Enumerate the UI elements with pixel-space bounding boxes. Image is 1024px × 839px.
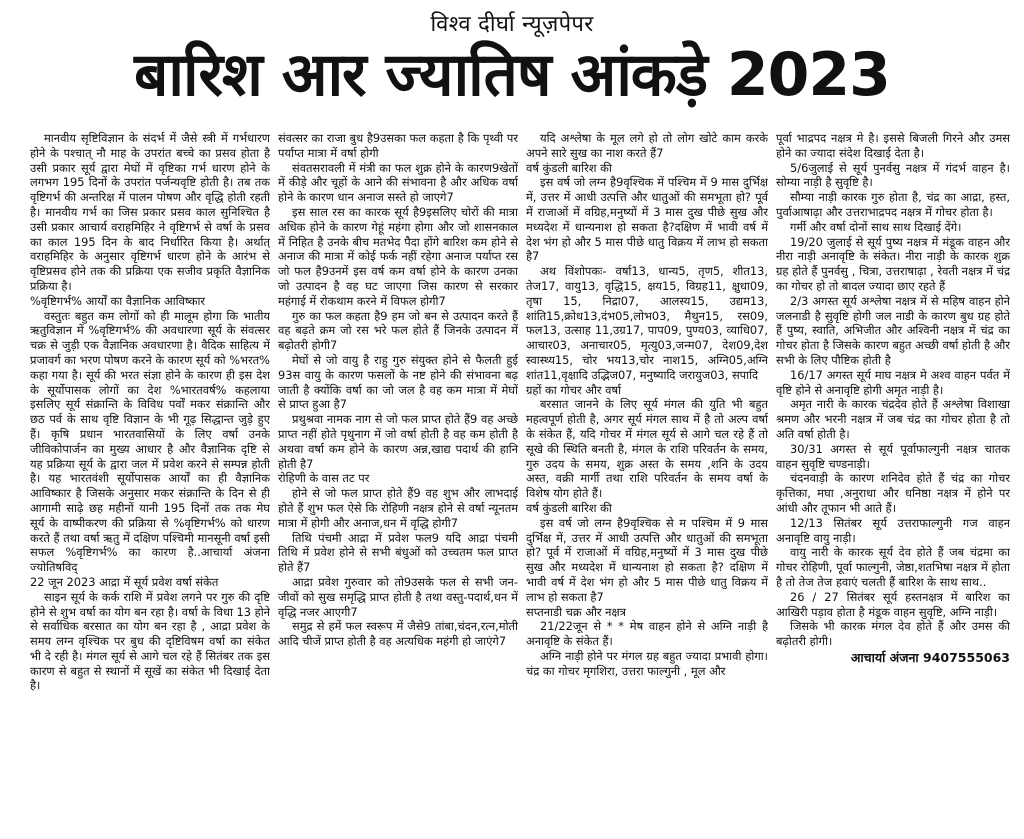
paragraph: अग्नि नाड़ी होने पर मंगल ग्रह बहुत ज्यादा प्रभावी होगा। चंद्र का गोचर मृगशिरा, उत्तरा फाल्गुनी , मूल और — [526, 648, 768, 678]
subheading: ग्रहों का गोचर और वर्षा — [526, 382, 622, 397]
paragraph: इस साल रस का कारक सूर्य है9इसलिए चोरों की मात्रा अधिक होने के कारण गेहूं महंगा होगा और जो शासनकाल में निहित है उनके बीच मतभेद पैदा होंगे बारिश कम होने से अनाज की मात्रा में कोई फर्क नहीं रहेगा अनाज पर्याप्त रस जो फल है9उनमें इस वर्ष कम वर्षा होने के कारण उनका जो उत्पादन है वह घट जाएगा जिस कारण से सरकार महंगाई में रोकथाम करने में विफल होगी7 — [278, 204, 518, 308]
paragraph: यदि अश्लेषा के मूल लगे हो तो लोग खोटे काम करके अपने सारे सुख का नाश करते हैं7 — [526, 131, 768, 160]
paragraph: गर्मी और वर्षा दोनों साथ साथ दिखाई देंगे। — [790, 219, 962, 234]
article-column-3 — [526, 131, 768, 831]
subheading: वर्ष कुंडली बारिश की — [526, 160, 612, 175]
article-body — [30, 131, 1010, 831]
paragraph: गुरु का फल कहता है9 हम जो बन से उत्पादन करते हैं वह बढ़ते क्रम जो रस भरे फल होते हैं जिनके उत्पादन में बढ़ोतरी होगी7 — [278, 308, 518, 353]
subheading: 22 जून 2023 आद्रा में सूर्य प्रवेश वर्षा संकेत — [30, 574, 219, 589]
subheading: %वृष्टिगर्भ% आर्यों का वैज्ञानिक आविष्कार — [30, 293, 206, 308]
paragraph: पूर्वा भाद्रपद नक्षत्र मे है। इससे बिजली गिरने और उमस होने का ज्यादा संदेश दिखाई देता है। — [776, 131, 1010, 160]
paragraph: 19/20 जुलाई से सूर्य पुष्य नक्षत्र में मंडूक वाहन और नीरा नाड़ी अनावृष्टि के संकेत। नीरा नाड़ी के कारक शुक्र ग्रह होते हैं पुनर्वसु , चित्रा, उत्तराषाढ़ा , रेवती नक्षत्र में चंद्र का गोचर हो तो बादल ज्यादा छाए रहते हैं — [776, 234, 1010, 293]
paragraph: इस वर्ष जो लग्न है9वृश्चिक में पश्चिम में 9 मास दुर्भिक्ष में, उत्तर में आधी उत्पत्ति और धातुओं की समभूता हो? पूर्व में राजाओं में वग्रिह,मनुष्यों में 3 मास दुख पीछे सुख और मध्यदेश में धान्यनाश हो सकता है?दक्षिण में भावी वर्ष में देश भंग हो और 5 मास पीछे धातु विक्रय में लाभ हो सकता है7 — [526, 175, 768, 264]
paragraph: समुद्र से हमें फल स्वरूप में जैसे9 तांबा,चंदन,रत्न,मोती आदि चीजें प्राप्त होती है वह अत्यधिक महंगी हो जाएंगे7 — [278, 619, 518, 649]
article-column-4 — [776, 131, 1010, 831]
masthead: विश्व दीर्घा न्यूज़पेपर — [430, 12, 594, 37]
paragraph: 30/31 अगस्त से सूर्य पूर्वाफाल्गुनी नक्षत्र चातक वाहन सुवृष्टि चण्डनाड़ी। — [776, 441, 1010, 471]
paragraph: संवतसरावली में मंत्री का फल शुक्र होने के कारण9खेतों में कीड़े और चूहों के आने की संभावना है और अधिक वर्षा होने के कारण धान अनाज सस्ते हो जाएगे7 — [278, 160, 518, 205]
paragraph: मानवीय सृष्टिविज्ञान के संदर्भ में जैसे स्त्री में गर्भधारण होने के पश्चात् नौ माह के उपरांत बच्चे का प्रसव होता है उसी प्रकार सूर्य द्वारा मेघों में वृष्टिका गर्भ धारण होने के लगभग 195 दिनों के उपरांत पर्जन्यवृष्टि होती है। तब तक वृष्टिगर्भ की अन्तरिक्ष में पालन पोषण और वृद्धि होती रहती है। मानवीय गर्भ का जिस प्रकार प्रसव काल सुनिश्चित है उसी प्रकार आचार्य वराहमिहिर ने वृष्टिगर्भ से वर्षा के प्रसव का काल 195 दिन के बाद निर्धारित किया है। अर्थात् वराहमिहिर के अनुसार वृष्टिगर्भ धारण होने के आरंभ से वृष्टिप्रसव होने तक की प्रक्रिया एक सजीव प्रकृति वैज्ञानिक प्रक्रिया है। — [30, 131, 270, 293]
paragraph: 2/3 अगस्त सूर्य अश्लेषा नक्षत्र में से महिष वाहन होने जलनाडी है सुवृष्टि होगी जल नाडी के कारण बुध ग्रह होते हैं पुष्य, स्वाति, अभिजीत और अश्विनी नक्षत्र में चंद्र का गोचर होता है जिसके कारण बहुत अच्छी वर्षा होती है और सभी के लिए पौष्टिक होती है — [776, 293, 1010, 367]
paragraph: सौम्या नाड़ी कारक गुरु होता है, चंद्र का आद्रा, हस्त, पुर्वाआषाढ़ा और उत्तराभाद्रपद नक्षत्र में गोचर होता है। — [776, 190, 1010, 219]
paragraph: 5/6जुलाई से सूर्य पुनर्वसु नक्षत्र में गंदर्भ वाहन है। सोम्या नाड़ी है सुवृष्टि है। — [776, 160, 1010, 190]
paragraph: मेघों से जो वायु है राहु गुरु संयुक्त होने से फैलती हुई 93स वायु के कारण फसलों के नष्ट होने की संभावना बढ़ जाती है क्योंकि वर्षा का जो जल है वह कम मात्रा में मेघों से प्राप्त हुआ है7 — [278, 352, 518, 412]
subheading: वर्ष कुंडली बारिश की — [526, 500, 612, 515]
paragraph: वस्तुतः बहुत कम लोगों को ही मालूम होगा कि भातीय ऋतुविज्ञान में %वृष्टिगर्भ% की अवधारणा सूर्य के संवत्सर चक्र से जुड़ी एक वैज्ञानिक अवधारणा है। वैदिक साहित्य में प्रजावर्ग का भरण पोषण करने के कारण सूर्य को %भरत% कहा गया है। सूर्य की भरत संज्ञा होने के कारण ही इस देश के सूर्योपासक लोगों का देश %भारतवर्ष% कहलाया इसलिए सूर्य संक्रान्ति के विविध पर्वों मकर संक्रान्ति और छठ पर्व के साथ वृष्टि विज्ञान के भी गूढ़ सिद्धान्त जुड़े हुए हैं। कृषि प्रधान भारतवासियों के लिए वर्षा उनके जीविकोपार्जन का मुख्य आधार है और वैज्ञानिक दृष्टि से यह प्रक्रिया सूर्य के द्वारा जल में प्रवेश करने से सम्पन्न होती है। यह भारतवंशी सूर्योपासक आर्यों का ही वैज्ञानिक आविष्कार है जिसके अनुसार मकर संक्रान्ति के दिन से ही आगामी साढ़े छह महीनों यानी 195 दिनों तक तक मेघ सूर्य के वाष्पीकरण की प्रक्रिया से %वृष्टिगर्भ% को धारण करते हैं तथा वर्षा ऋतु में दक्षिण पश्चिमी मानसूनी वर्षा इसी सफल %वृष्टिगर्भ% का कारण है..आचार्या अंजना ज्योतिषविद् — [30, 308, 270, 575]
subheading: रोहिणी के वास तट पर — [278, 471, 370, 486]
paragraph: साइन सूर्य के कर्क राशि में प्रवेश लगने पर गुरु की दृष्टि होने से शुभ वर्षा का योग बन रहा है। वर्षा के विधा 13 होने से सर्वाधिक बरसात का योग बन रहा है , आद्रा प्रवेश के समय लग्न वृश्चिक पर बुध की दृष्टिविषम वर्षा का संकेत भी दे रही है। मंगल सूर्य से आगे चल रहे हैं सितंबर तक इस कारण से बहुत से स्थानों में सूखें का संकेत भी दिखाई देता है। — [30, 589, 270, 693]
article-column-2 — [278, 131, 518, 831]
paragraph: 12/13 सितंबर सूर्य उत्तराफाल्गुनी गज वाहन अनावृष्टि वायु नाड़ी। — [776, 515, 1010, 545]
paragraph: चंदनवाड़ी के कारण शनिदेव होते हैं चंद्र का गोचर कृत्तिका, मघा ,अनुराधा और धनिष्ठा नक्षत्र में होने पर आंधी और तूफान भी आते हैं। — [776, 471, 1010, 515]
paragraph: तिथि पंचमी आद्रा में प्रवेश फल9 यदि आद्रा पंचमी तिथि में प्रवेश होने से सभी बंधुओं को उच्चतम फल प्राप्त होते हैं7 — [278, 530, 518, 575]
paragraph: संवत्सर का राजा बुध है9उसका फल कहता है कि पृथ्वी पर पर्याप्त मात्रा में वर्षा होगी — [278, 131, 518, 160]
paragraph: बरसात जानने के लिए सूर्य मंगल की युति भी बहुत महत्वपूर्ण होती है, अगर सूर्य मंगल साथ में है तो अल्प वर्षा के संकेत हैं, यदि गोचर में मंगल सूर्य से आगे चल रहे हैं तो सूखे की स्थिति बनती है, मंगल के राशि परिवर्तन के समय, गुरु उदय के समय, शुक्र अस्त के समय ,शनि के उदय अस्त, वक्री मार्गी तथा राशि परिवर्तन के समय वर्षा के विशेष योग होते हैं। — [526, 397, 768, 501]
paragraph: वायु नारी के कारक सूर्य देव होते हैं जब चंद्रमा का गोचर रोहिणी, पूर्वा फाल्गुनी, जेष्ठा,शतभिषा नक्षत्र में होता है तो तेज तेज हवाएं चलती हैं बारिश के साथ साथ.. — [776, 545, 1010, 589]
paragraph: 16/17 अगस्त सूर्य माघ नक्षत्र मे अश्व वाहन पर्वत में वृष्टि होने से अनावृष्टि होगी अमृत नाड़ी है। — [776, 367, 1010, 397]
paragraph: 26 / 27 सितंबर सूर्य हस्तनक्षत्र में बारिश का आखिरी पड़ाव होता है मंडूक वाहन सुवृष्टि, अग्नि नाड़ी। — [776, 589, 1010, 619]
paragraph: 21/22जून से * * मेष वाहन होने से अग्नि नाड़ी है अनावृष्टि के संकेत हैं। — [526, 619, 768, 649]
paragraph: अथ विंशोपकः- वर्षा13, धान्य5, तृण5, शीत13, तेज17, वायु13, वृद्धि15, क्षय15, विग्रह11, क्षुधा09, तृषा 15, निद्रा07, आलस्य15, उद्यम13, शांति15,क्रोध13,दंभ05,लोभ03, मैथुन15, रस09, फल13, उत्साह 11,उग्र17, पाप09, पुण्य03, व्याधि07, आचार03, अनाचार05, मृत्यु03,जन्म07, देश09,देश स्वास्थ्य15, चोर भय13,चोर नाश15, अग्नि05,अग्नि शांत11,वृक्षादि उद्भिज07, मनुष्यादि जरायुज03, सपादि — [526, 264, 768, 382]
article-column-1 — [30, 131, 270, 831]
paragraph: जिसके भी कारक मंगल देव होते हैं और उमस की बढ़ोतरी होगी। — [776, 619, 1010, 649]
paragraph: प्रथुश्रवा नामक नाग से जो फल प्राप्त होते हैं9 वह अच्छे प्राप्त नहीं होते पृथुनाग में जो वर्षा होती है वह कम होती है अथवा वर्षा कम होने के कारण अन्न,खाद्य पदार्थ की हानि होती है7 — [278, 412, 518, 471]
headline: बारिश आर ज्यातिष आंकड़े 2023 — [134, 40, 890, 110]
paragraph: होने से जो फल प्राप्त होते हैं9 वह शुभ और लाभदाई होते हैं शुभ फल ऐसे कि रोहिणी नक्षत्र होने से वर्षा न्यूनतम मात्रा में होगी और अनाज,धन में वृद्धि होगी7 — [278, 486, 518, 530]
paragraph: इस वर्ष जो लग्न है9वृश्चिक से म पश्चिम में 9 मास दुर्भिक्ष में, उत्तर में आधी उत्पत्ति और धातुओं की समभूता हो? पूर्व में राजाओं में वग्रिह,मनुष्यों में 3 मास दुख पीछे सुख और मध्यदेश में धान्यनाश हो सकता है? दक्षिण में भावी वर्ष में देश भंग हो और 5 मास पीछे धातु विक्रय में लाभ हो सकता है7 — [526, 515, 768, 604]
paragraph: आद्रा प्रवेश गुरुवार को तो9उसके फल से सभी जन-जीवों को सुख समृद्धि प्राप्त होती है तथा वस्तु-पदार्थ,धन में वृद्धि नजर आएगी7 — [278, 574, 518, 619]
paragraph: अमृत नारी के कारक चंद्रदेव होते हैं अश्लेषा विशाखा श्रमण और भरनी नक्षत्र में जब चंद्र का गोचर होता है तो अति वर्षा होती है। — [776, 397, 1010, 441]
subheading: सप्तनाडी चक्र और नक्षत्र — [526, 604, 626, 619]
author-signature: आचार्या अंजना 9407555063 — [850, 649, 1010, 665]
